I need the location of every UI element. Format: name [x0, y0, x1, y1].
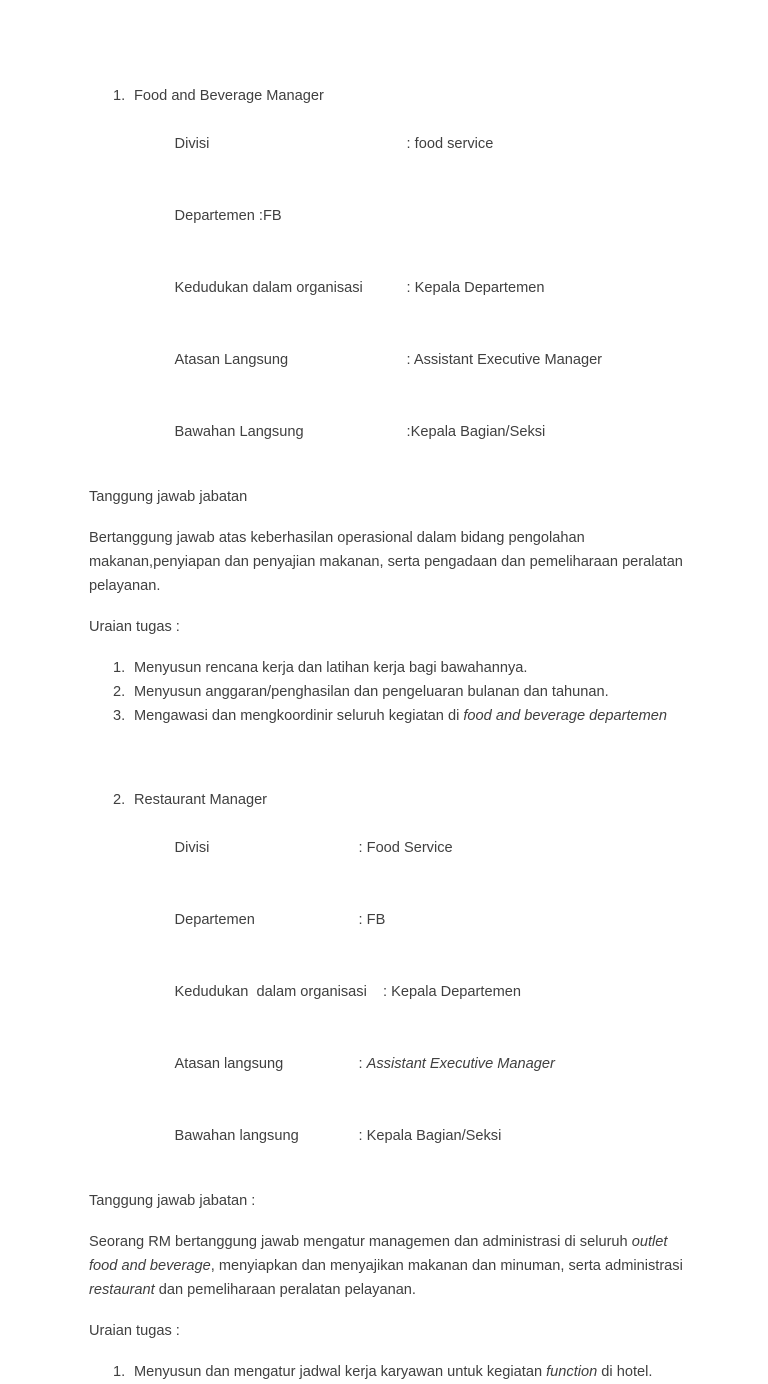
responsibility-body-2 [89, 1230, 689, 1302]
emphasis-text: restaurant [89, 1282, 155, 1298]
attribute-value: Kepala Bagian/Seksi [366, 1128, 502, 1144]
spacer [89, 468, 689, 485]
job-number-1: 1. [113, 88, 126, 104]
attribute-label: Atasan Langsung [174, 352, 289, 368]
attribute-label: Departemen [174, 912, 255, 928]
attribute-label: Bawahan langsung [174, 1128, 299, 1144]
task-item [89, 704, 689, 728]
attribute-separator: : [406, 424, 411, 440]
attribute-row-bawahan-1 [134, 396, 689, 468]
attribute-gap [367, 984, 383, 1000]
plain-text: Mengawasi dan mengkoordinir seluruh kegiatan di [134, 708, 464, 724]
tasks-heading-2: Uraian tugas : [89, 1323, 180, 1339]
task-number: 1. [113, 660, 126, 676]
attribute-value: Food Service [366, 840, 453, 856]
spacer [89, 1343, 689, 1360]
plain-text: Seorang RM bertanggung jawab mengatur managemen dan administrasi di seluruh [89, 1234, 632, 1250]
job-title-1: Food and Beverage Manager [134, 88, 324, 104]
attribute-row-departemen-1 [134, 180, 689, 252]
spacer [89, 1172, 689, 1189]
task-list-2 [89, 1360, 689, 1384]
attribute-row-atasan-1 [134, 324, 689, 396]
job-attributes-2 [89, 812, 689, 1172]
attribute-label: Divisi [174, 840, 210, 856]
attribute-row-kedudukan-2 [134, 956, 689, 1028]
attribute-label: Kedudukan dalam organisasi [174, 280, 363, 296]
attribute-row-divisi-2 [134, 812, 689, 884]
attribute-label: Bawahan Langsung [174, 424, 304, 440]
attribute-row-atasan-2 [134, 1028, 689, 1100]
job-title-2: Restaurant Manager [134, 792, 268, 808]
task-number: 1. [113, 1364, 126, 1380]
task-item [89, 1360, 689, 1384]
attribute-row-divisi-1 [134, 108, 689, 180]
responsibility-body-1 [89, 526, 689, 598]
plain-text: , menyiapkan dan menyajikan makanan dan minuman, serta administrasi [210, 1258, 683, 1274]
responsibility-heading-2: Tanggung jawab jabatan : [89, 1193, 256, 1209]
attribute-value: Kepala Departemen [391, 984, 521, 1000]
attribute-row-departemen-2 [134, 884, 689, 956]
attribute-value: FB [366, 912, 386, 928]
attribute-row-kedudukan-1 [134, 252, 689, 324]
document-content [89, 84, 689, 1384]
job-heading-1 [89, 84, 689, 108]
job-section-2 [89, 788, 689, 1384]
job-number-2: 2. [113, 792, 126, 808]
attribute-separator: : [406, 280, 415, 296]
spacer [89, 598, 689, 615]
task-number: 2. [113, 684, 126, 700]
attribute-row-bawahan-2 [134, 1100, 689, 1172]
attribute-value: Kepala Bagian/Seksi [410, 424, 546, 440]
emphasis-text: food and beverage departemen [463, 708, 668, 724]
attribute-separator: : [383, 984, 392, 1000]
attribute-separator: : [358, 912, 367, 928]
emphasis-text: function [546, 1364, 598, 1380]
attribute-separator: : [358, 1128, 367, 1144]
task-text [134, 708, 667, 724]
attribute-value: food service [414, 136, 494, 152]
attribute-value: Kepala Departemen [414, 280, 545, 296]
plain-text: dan pemeliharaan peralatan pelayanan. [154, 1282, 416, 1298]
plain-text: Bertanggung jawab atas keberhasilan operasional dalam bidang pengolahan makanan,penyiapan dan penyajian makanan, serta pengadaan dan pemeliharaan peralatan pelayanan. [89, 530, 683, 594]
spacer [89, 509, 689, 526]
spacer [89, 1302, 689, 1319]
section-gap [89, 728, 689, 788]
spacer [89, 1213, 689, 1230]
attribute-separator: : [406, 136, 415, 152]
task-item [89, 680, 689, 704]
task-item [89, 656, 689, 680]
task-number: 3. [113, 708, 126, 724]
attribute-value: Assistant Executive Manager [366, 1056, 555, 1072]
task-text [134, 660, 527, 676]
plain-text: Menyusun rencana kerja dan latihan kerja bagi bawahannya. [134, 660, 528, 676]
task-list-1 [89, 656, 689, 728]
attribute-value: Assistant Executive Manager [413, 352, 603, 368]
emphasis-text: outlet food and beverage [89, 1234, 668, 1274]
task-text [134, 684, 609, 700]
attribute-label: Divisi [174, 136, 210, 152]
plain-text: Menyusun dan mengatur jadwal kerja karyawan untuk kegiatan [134, 1364, 547, 1380]
responsibility-heading-1: Tanggung jawab jabatan [89, 489, 248, 505]
plain-text: di hotel. [597, 1364, 653, 1380]
attribute-separator: : [406, 352, 414, 368]
attribute-label: Kedudukan dalam organisasi [174, 984, 367, 1000]
job-attributes-1 [89, 108, 689, 468]
task-text [134, 1364, 652, 1380]
attribute-label: Departemen :FB [174, 208, 282, 224]
attribute-separator: : [358, 840, 367, 856]
attribute-label: Atasan langsung [174, 1056, 284, 1072]
job-section-1 [89, 84, 689, 728]
attribute-separator: : [358, 1056, 367, 1072]
plain-text: Menyusun anggaran/penghasilan dan pengeluaran bulanan dan tahunan. [134, 684, 609, 700]
tasks-heading-1: Uraian tugas : [89, 619, 180, 635]
spacer [89, 639, 689, 656]
job-heading-2 [89, 788, 689, 812]
